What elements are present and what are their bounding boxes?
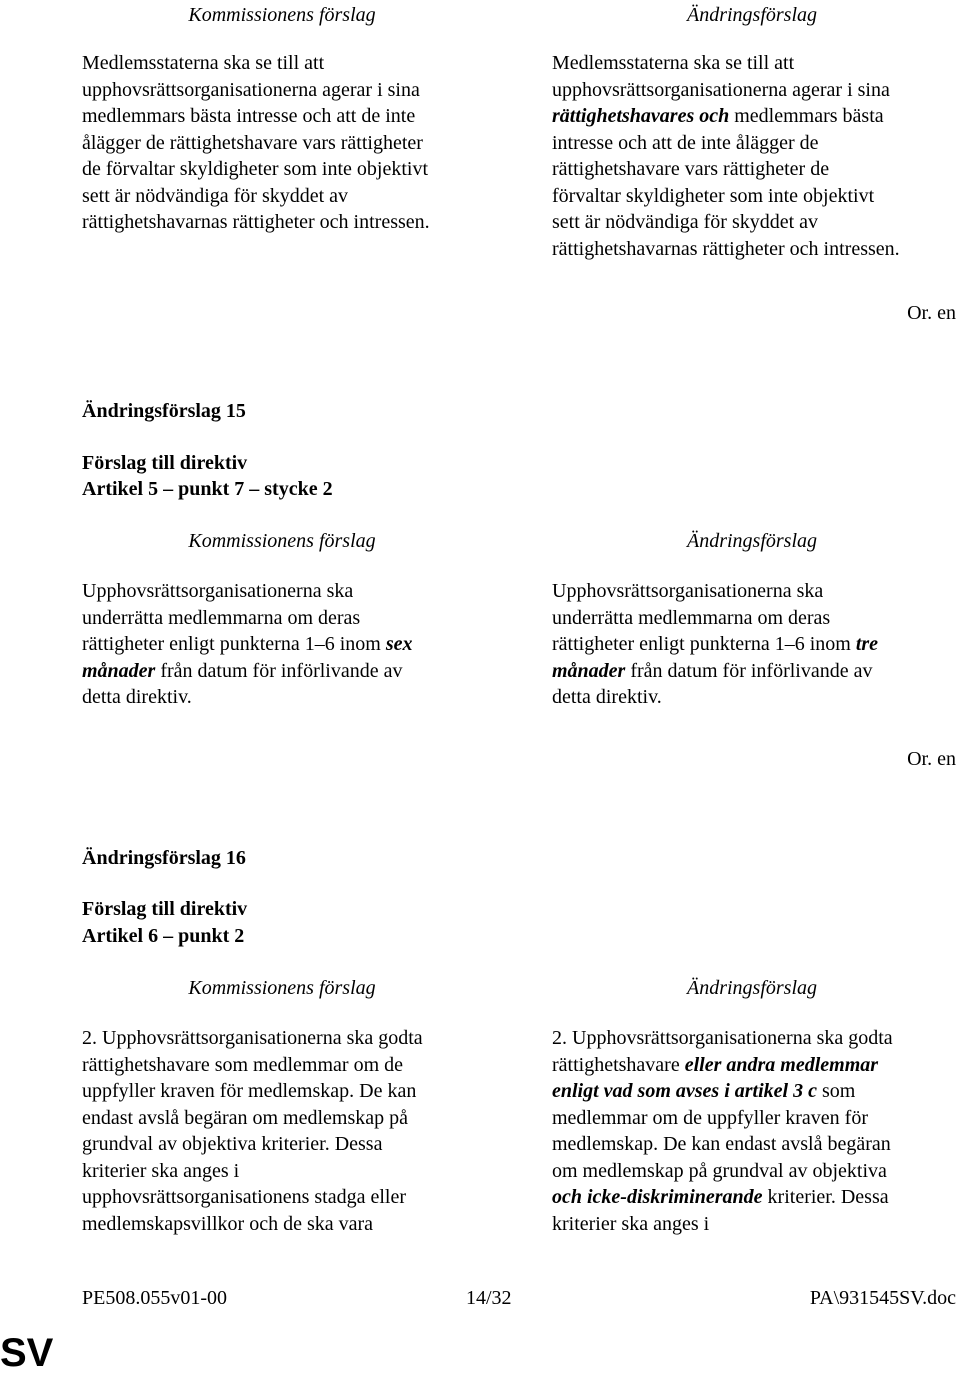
emphasis-text: eller andra medlemmar enligt vad som avses i artikel 3 c: [552, 1053, 879, 1102]
text-span: från datum för införlivande av detta direktiv.: [552, 659, 873, 708]
proposal-ref: Förslag till direktiv: [82, 452, 248, 474]
original-language: Or. en: [907, 302, 956, 324]
column-head-commission: Kommissionens förslag: [188, 530, 376, 552]
text-span: kriterier. Dessa kriterier ska anges i: [552, 1186, 889, 1235]
text-span: Upphovsrättsorganisationerna ska underrätta medlemmarna om deras rättigheter enligt punkterna 1–6 inom: [552, 580, 851, 655]
commission-text-block1: [82, 50, 502, 236]
original-language: Or. en: [907, 748, 956, 770]
paragraph: [552, 578, 960, 711]
emphasis-text: tre månader: [552, 633, 879, 682]
amendment-title: Ändringsförslag 15: [82, 400, 246, 422]
commission-text-block2: [82, 578, 502, 711]
paragraph: Medlemsstaterna ska se till att upphovsrättsorganisationerna agerar i sina medlemmars bästa intresse och att de inte ålägger de rättighetshavare vars rättigheter de förvaltar skyldigheter som inte objektivt sett är nödvändiga för skyddet av rättighetshavarnas rättigheter och intressen.: [82, 52, 430, 233]
footer-file-name: PA\931545SV.doc: [809, 1287, 956, 1309]
column-head-commission: Kommissionens förslag: [188, 4, 376, 26]
emphasis-text: sex månader: [82, 633, 413, 682]
footer-doc-ref: PE508.055v01-00: [82, 1287, 227, 1309]
amendment-text-block3: [552, 1025, 960, 1237]
text-span: som medlemmar om de uppfyller kraven för medlemskap. De kan endast avslå begäran om medlemskap på grundval av objektiva: [552, 1080, 891, 1182]
column-head-amendment: Ändringsförslag: [686, 530, 818, 552]
text-span: 2. Upphovsrättsorganisationerna ska godta rättighetshavare: [552, 1027, 893, 1076]
emphasis-text: rättighetshavares och: [552, 105, 730, 127]
footer-page-number: 14/32: [466, 1287, 512, 1309]
paragraph: [552, 50, 960, 262]
column-head-amendment: Ändringsförslag: [686, 977, 818, 999]
paragraph: 2. Upphovsrättsorganisationerna ska godta rättighetshavare som medlemmar om de uppfyller kraven för medlemskap. De kan endast avslå begäran om medlemskap på grundval av objektiva kriterier. Dessa kriterier ska anges i upphovsrättsorganisationens stadga eller medlemskapsvillkor och de ska vara: [82, 1027, 423, 1235]
text-span: medlemmars bästa intresse och att de inte ålägger de rättighetshavare vars rättigheter de förvaltar skyldigheter som inte objektivt sett är nödvändiga för skyddet av rättighetshavarnas rättigheter och intressen.: [552, 105, 900, 260]
text-span: från datum för införlivande av detta direktiv.: [82, 659, 403, 708]
proposal-ref: Förslag till direktiv: [82, 898, 248, 920]
article-ref: Artikel 6 – punkt 2: [82, 925, 245, 947]
language-code: SV: [0, 1331, 54, 1375]
paragraph: [82, 578, 502, 711]
amendment-text-block2: [552, 578, 960, 711]
paragraph: [552, 1025, 960, 1237]
commission-text-block3: [82, 1025, 502, 1237]
article-ref: Artikel 5 – punkt 7 – stycke 2: [82, 478, 333, 500]
column-head-commission: Kommissionens förslag: [188, 977, 376, 999]
text-span: Upphovsrättsorganisationerna ska underrätta medlemmarna om deras rättigheter enligt punkterna 1–6 inom: [82, 580, 381, 655]
text-span: Medlemsstaterna ska se till att upphovsrättsorganisationerna agerar i sina: [552, 52, 890, 101]
column-head-amendment: Ändringsförslag: [686, 4, 818, 26]
amendment-text-block1: [552, 50, 960, 262]
amendment-title: Ändringsförslag 16: [82, 847, 246, 869]
emphasis-text: och icke-diskriminerande: [552, 1186, 763, 1208]
